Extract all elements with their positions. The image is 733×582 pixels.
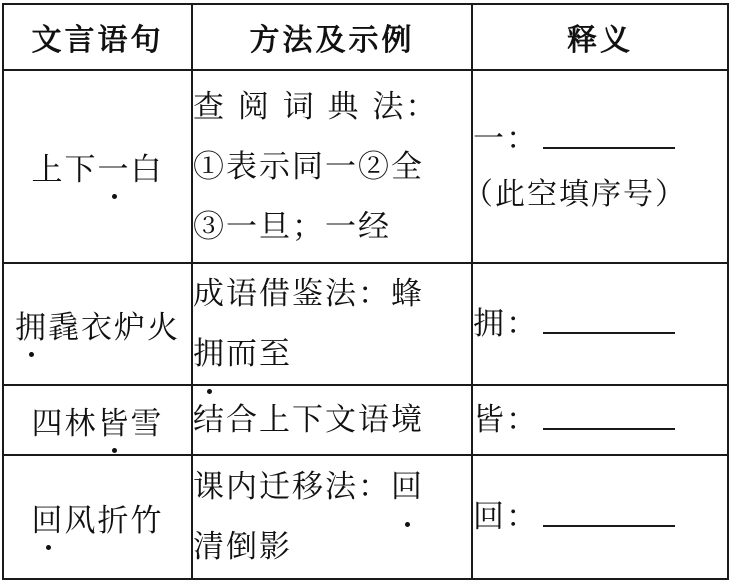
phrase-cell [3, 455, 192, 579]
phrase-char-emphasized: 回 [32, 495, 65, 540]
meaning-note: （此空填序号） [463, 176, 687, 212]
meaning-label: 一： [473, 120, 539, 157]
phrase-char: 四 [31, 405, 65, 442]
phrase-cell [3, 70, 192, 263]
method-line: 查 阅 词 典 法： [193, 88, 439, 125]
phrase-char-emphasized: 拥 [15, 302, 48, 347]
table-row [3, 385, 728, 455]
phrase-char: 雪 [130, 405, 164, 442]
header-method: 方法及示例 [192, 4, 472, 70]
method-cell [192, 263, 472, 385]
table-row [3, 263, 728, 385]
method-cell [192, 70, 472, 263]
method-cell [192, 385, 472, 455]
meaning-cell [472, 455, 728, 579]
method-line: 成语借鉴法：蜂 [193, 276, 424, 312]
phrase-cell [3, 385, 192, 455]
method-line: ①表示同一②全 [193, 148, 424, 185]
phrase-char: 折 [97, 502, 131, 539]
meaning-cell [472, 263, 728, 385]
table-row [3, 455, 728, 579]
answer-blank[interactable] [543, 398, 675, 430]
method-char-emphasized: 回 [391, 457, 424, 517]
header-row [3, 4, 728, 70]
phrase-char: 林 [64, 405, 98, 442]
header-phrase: 文言语句 [3, 4, 192, 70]
phrase-char: 毳 [48, 309, 81, 346]
method-line: 课内迁移法：回 [193, 457, 471, 517]
method-line: 结合上下文语境 [193, 402, 424, 438]
phrase-char: 炉 [114, 309, 147, 346]
phrase-char-emphasized: 一 [98, 144, 131, 189]
vocabulary-table [2, 3, 729, 580]
phrase-char: 衣 [81, 309, 114, 346]
answer-blank[interactable] [543, 495, 675, 527]
meaning-cell [472, 385, 728, 455]
answer-blank[interactable] [543, 117, 675, 149]
phrase-char: 下 [64, 152, 98, 188]
method-line-rest: 而至 [226, 336, 292, 372]
header-meaning: 释义 [472, 4, 728, 70]
method-line: 清倒影 [193, 529, 292, 565]
method-line: ③一旦；一经 [193, 208, 391, 245]
phrase-cell [3, 263, 192, 385]
method-cell [192, 455, 472, 579]
phrase-char-emphasized: 皆 [98, 398, 131, 443]
method-char-emphasized: 拥 [193, 324, 226, 384]
phrase-char: 白 [130, 152, 164, 188]
phrase-char: 上 [31, 152, 65, 188]
meaning-label: 拥： [473, 306, 539, 342]
phrase-char: 火 [147, 309, 180, 346]
meaning-label: 皆： [473, 402, 539, 438]
meaning-cell [463, 70, 728, 263]
answer-blank[interactable] [543, 302, 675, 334]
meaning-label: 回： [473, 499, 539, 535]
phrase-char: 风 [64, 502, 98, 539]
phrase-char: 竹 [130, 502, 164, 539]
method-line [193, 324, 471, 384]
table-row [3, 70, 728, 263]
